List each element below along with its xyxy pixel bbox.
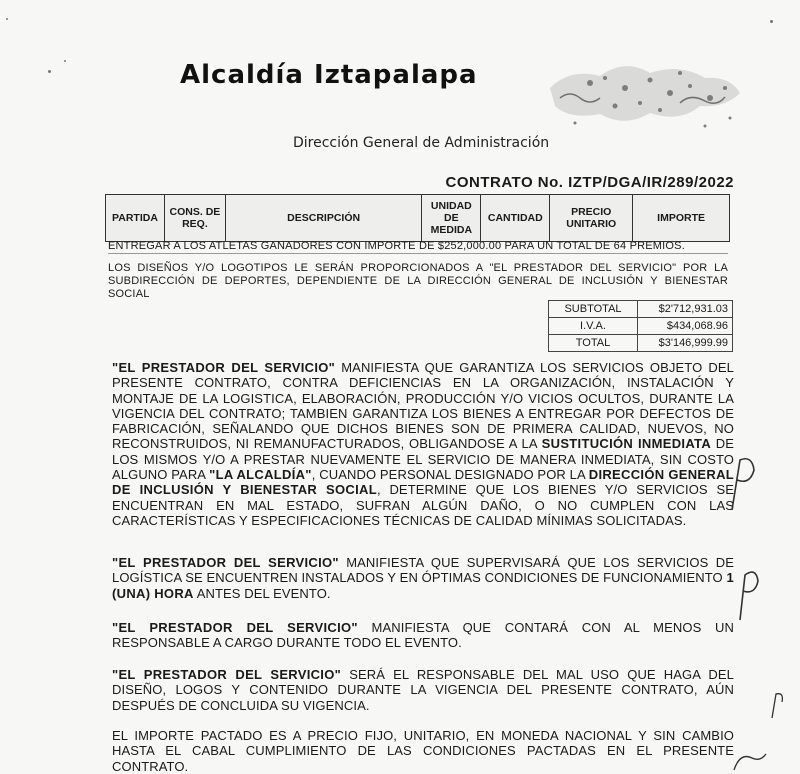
- clause-misuse: [112, 667, 734, 713]
- table-note: ENTREGAR A LOS ATLETAS GANADORES CON IMPORTE DE $252,000.00 PARA UN TOTAL DE 64 PREMIOS.: [108, 240, 728, 254]
- bold-text: 1 (UNA) HORA: [112, 570, 734, 601]
- body-text: MANIFIESTA QUE GARANTIZA LOS SERVICIOS OBJETO DEL PRESENTE CONTRATO, CONTRA DEFICIENCIAS EN LA ORGANIZACIÓN, INSTALACIÓN Y MONTAJE DE LA LOGISTICA, ELABORACIÓN, PRODUCCIÓN Y/O VICIOS OCULTOS, DURANTE LA VIGENCIA DEL CONTRATO; TAMBIEN GARANTIZA LOS BIENES A ENTREGAR POR DEFECTOS DE FABRICACIÓN, SEÑALANDO QUE DICHOS BIENES SON DE PRIMERA CALIDAD, NUEVOS, NO RECONSTRUIDOS, NI REMANUFACTURADOS, OBLIGANDOSE A LA: [112, 360, 734, 452]
- total-value: $3'146,999.99: [638, 335, 733, 352]
- handwritten-mark: [728, 565, 768, 625]
- clause-supervision: [112, 555, 734, 601]
- scan-speck: [6, 18, 8, 20]
- body-text: EL IMPORTE PACTADO ES A PRECIO FIJO, UNITARIO, EN MONEDA NACIONAL Y SIN CAMBIO HASTA EL CABAL CUMPLIMIENTO DE LAS CONDICIONES PACTADAS EN EL PRESENTE CONTRATO.: [112, 728, 734, 774]
- iva-value: $434,068.96: [638, 318, 733, 335]
- column-header: CONS. DE REQ.: [164, 195, 225, 242]
- body-text: DE LOS MISMOS Y/O A PRESTAR NUEVAMENTE EL SERVICIO DE MANERA INMEDIATA, SIN COSTO ALGUNO PARA: [112, 436, 735, 483]
- body-text: ANTES DEL EVENTO.: [193, 585, 331, 601]
- totals-row: [549, 318, 733, 335]
- iva-label: I.V.A.: [549, 318, 638, 335]
- body-text: MANIFIESTA QUE SUPERVISARÁ QUE LOS SERVICIOS DE LOGÍSTICA SE ENCUENTREN INSTALADOS Y EN ÓPTIMAS CONDICIONES DE FUNCIONAMIENTO: [112, 555, 734, 586]
- institution-emblem: [530, 48, 750, 138]
- bold-text: DIRECCIÓN GENERAL DE INCLUSIÓN Y BIENESTAR SOCIAL: [112, 467, 735, 498]
- body-text: , CUANDO PERSONAL DESIGNADO POR LA: [311, 467, 589, 483]
- bold-text: "EL PRESTADOR DEL SERVICIO": [112, 667, 342, 682]
- scan-speck: [48, 70, 51, 73]
- scan-speck: [770, 20, 773, 23]
- subtotal-label: SUBTOTAL: [549, 301, 638, 318]
- contract-number: CONTRATO No. IZTP/DGA/IR/289/2022: [445, 174, 734, 191]
- subtotal-value: $2'712,931.03: [638, 301, 733, 318]
- column-header: PRECIO UNITARIO: [550, 195, 633, 242]
- handwritten-mark: [730, 750, 770, 772]
- items-table: [105, 194, 730, 242]
- clause-guarantee: [112, 360, 734, 528]
- totals-table: [548, 300, 733, 352]
- clause-responsible: [112, 620, 734, 651]
- column-header: PARTIDA: [106, 195, 165, 242]
- table-note: LOS DISEÑOS Y/O LOGOTIPOS LE SERÁN PROPORCIONADOS A "EL PRESTADOR DEL SERVICIO" POR LA SUBDIRECCIÓN DE DEPORTES, DEPENDIENTE DE LA DIRECCIÓN GENERAL DE INCLUSIÓN Y BIENESTAR SOCIAL: [108, 262, 728, 300]
- column-header: DESCRIPCIÓN: [225, 195, 421, 242]
- body-text: , DETERMINE QUE LOS BIENES Y/O SERVICIOS SE ENCUENTRAN EN MAL ESTADO, SUFRAN ALGÚN DAÑO, O NO CUMPLEN CON LAS CARACTERÍSTICAS Y ESPECIFICACIONES TÉCNICAS DE CALIDAD MÍNIMAS SOLICITADAS.: [112, 482, 734, 528]
- column-header: CANTIDAD: [481, 195, 550, 242]
- bold-text: SUSTITUCIÓN INMEDIATA: [541, 436, 712, 452]
- totals-row: [549, 335, 733, 352]
- bold-text: "LA ALCALDÍA": [209, 467, 312, 483]
- bold-text: "EL PRESTADOR DEL SERVICIO": [112, 360, 336, 375]
- clause-price: [112, 728, 734, 774]
- table-header-row: [106, 195, 730, 242]
- column-header: UNIDAD DE MEDIDA: [422, 195, 481, 242]
- totals-row: [549, 301, 733, 318]
- column-header: IMPORTE: [633, 195, 730, 242]
- scan-speck: [64, 60, 66, 62]
- handwritten-mark: [722, 450, 762, 520]
- total-label: TOTAL: [549, 335, 638, 352]
- body-text: MANIFIESTA QUE CONTARÁ CON AL MENOS UN RESPONSABLE A CARGO DURANTE TODO EL EVENTO.: [112, 620, 734, 651]
- bold-text: "EL PRESTADOR DEL SERVICIO": [112, 555, 339, 570]
- department-name: Dirección General de Administración: [293, 135, 550, 151]
- body-text: SERÁ EL RESPONSABLE DEL MAL USO QUE HAGA DEL DISEÑO, LOGOS Y CONTENIDO DURANTE LA VIGENCIA DEL PRESENTE CONTRATO, AÚN DESPUÉS DE CONCLUIDA SU VIGENCIA.: [112, 667, 735, 713]
- page-title: Alcaldía Iztapalapa: [180, 60, 478, 90]
- handwritten-mark: [768, 690, 788, 720]
- bold-text: "EL PRESTADOR DEL SERVICIO": [112, 620, 358, 635]
